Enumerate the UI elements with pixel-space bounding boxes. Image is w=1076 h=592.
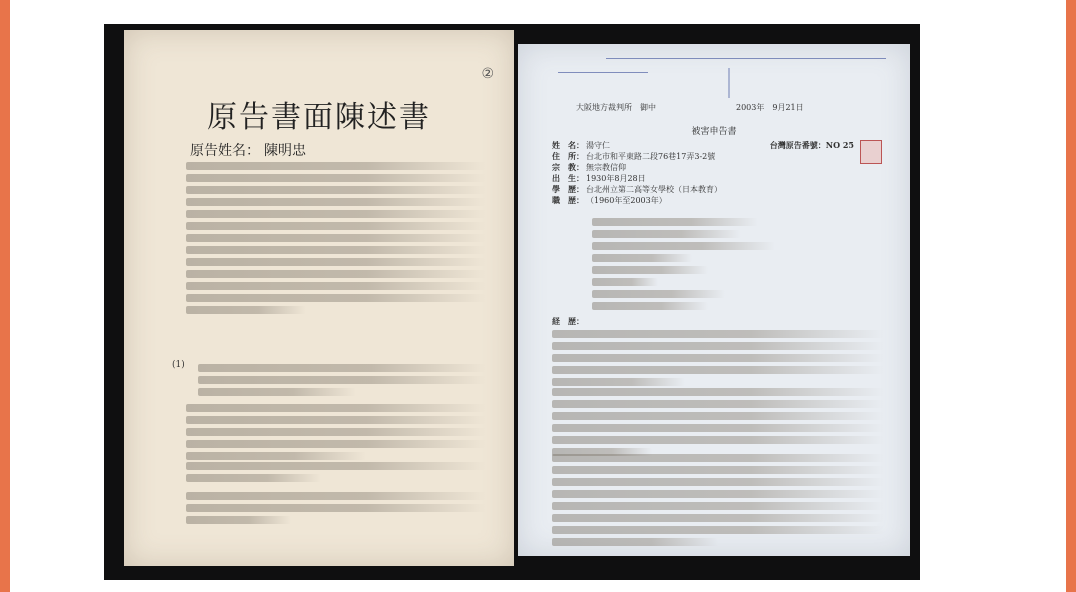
field-row: 宗 教： 無宗教信仰	[552, 162, 626, 172]
plaintiff-number: 台灣原告番號：NO 25	[769, 140, 854, 150]
applicant-fields	[552, 140, 872, 206]
body-paragraph	[552, 326, 884, 390]
section-label: 経 歴：	[552, 316, 584, 326]
body-paragraph	[552, 450, 884, 550]
plaintiff-name: 陳明忠	[264, 143, 306, 159]
left-border	[0, 0, 10, 592]
right-border	[1066, 0, 1076, 592]
document-date: 2003年 9月21日	[736, 103, 804, 112]
body-paragraph	[186, 458, 486, 486]
field-row: 出 生： 1930年8月28日	[552, 173, 646, 183]
item-marker: (1)	[172, 360, 185, 370]
handwritten-note	[728, 68, 880, 98]
field-row: 姓 名： 湯守仁	[552, 140, 610, 150]
field-row: 住 所： 台北市和平東路二段76巷17弄3-2號	[552, 151, 716, 161]
body-paragraph	[186, 158, 486, 338]
plaintiff-name-line	[186, 140, 306, 160]
court-addressee: 大阪地方裁判所 御中	[576, 103, 656, 112]
career-list	[552, 214, 884, 314]
handwritten-note	[558, 66, 648, 73]
plaintiff-label: 原告姓名：	[190, 143, 260, 159]
left-document-page	[124, 30, 514, 566]
field-row: 職 歴： （1960年至2003年）	[552, 195, 667, 205]
body-paragraph	[186, 488, 486, 528]
document-title: 被害申告書	[691, 127, 737, 137]
handwritten-note	[606, 50, 886, 59]
body-paragraph	[552, 384, 884, 460]
right-document-page	[518, 44, 910, 556]
page-number-mark: ②	[481, 66, 494, 82]
page-title: 原告書面陳述書	[207, 100, 431, 135]
body-paragraph	[186, 400, 486, 450]
body-paragraph	[198, 360, 486, 400]
field-row: 學 歷： 台北州立第二高等女學校（日本教育）	[552, 184, 722, 194]
